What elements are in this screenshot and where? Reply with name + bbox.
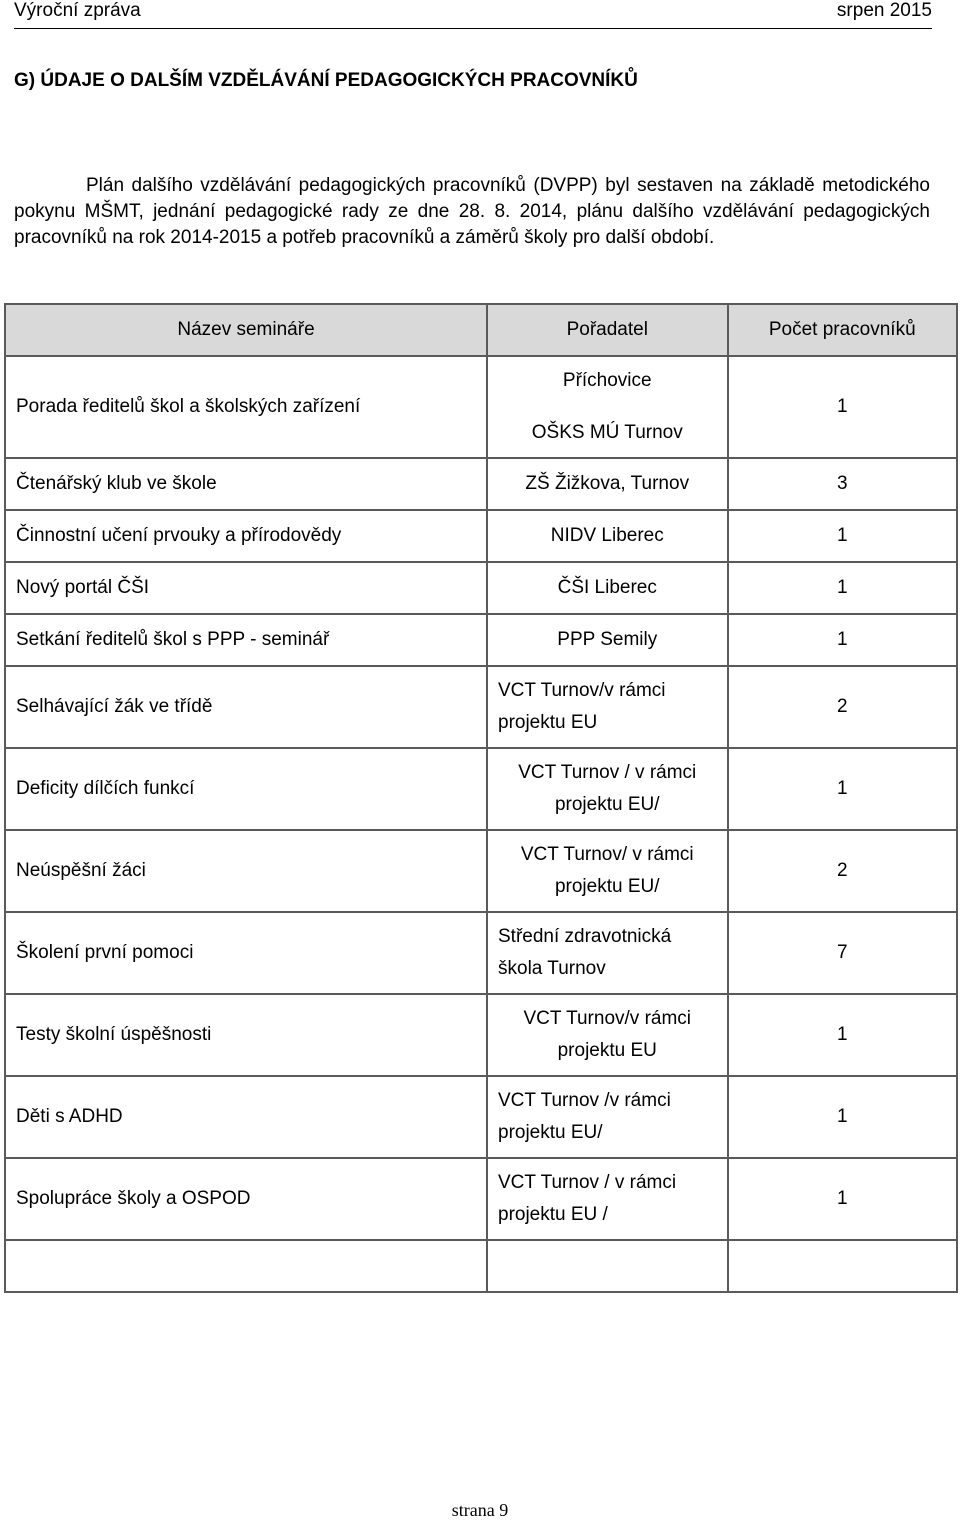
- table-row: [5, 666, 957, 748]
- seminar-organizer: [487, 1076, 728, 1158]
- participant-count: 1: [728, 1158, 958, 1240]
- participant-count: 7: [728, 912, 958, 994]
- empty-cell: [487, 1240, 728, 1292]
- table-row: [5, 748, 957, 830]
- page-number: strana 9: [451, 1500, 509, 1520]
- participant-count: 1: [728, 994, 958, 1076]
- table-row: [5, 562, 957, 614]
- seminar-organizer: [487, 912, 728, 994]
- seminar-name: Spolupráce školy a OSPOD: [5, 1158, 487, 1240]
- seminar-organizer: [487, 830, 728, 912]
- seminar-organizer: [487, 994, 728, 1076]
- document-title: Výroční zpráva: [14, 0, 141, 21]
- seminar-name: Školení první pomoci: [5, 912, 487, 994]
- organizer-line: projektu EU/: [554, 794, 660, 815]
- document-date: srpen 2015: [836, 0, 932, 21]
- seminar-name: Činnostní učení prvouky a přírodovědy: [5, 510, 487, 562]
- organizer-line: projektu EU: [557, 1040, 657, 1061]
- organizer-line: Střední zdravotnická: [498, 926, 672, 947]
- seminar-organizer: [487, 666, 728, 748]
- organizer-line: projektu EU: [498, 712, 598, 733]
- participant-count: 2: [728, 830, 958, 912]
- column-header-name: Název semináře: [5, 304, 487, 356]
- organizer-line: VCT Turnov / v rámci: [498, 1172, 677, 1193]
- intro-paragraph: [14, 173, 930, 251]
- table-row: [5, 912, 957, 994]
- seminar-name: Porada ředitelů škol a školských zařízení: [5, 356, 487, 458]
- seminar-name: Deficity dílčích funkcí: [5, 748, 487, 830]
- section-heading: G) ÚDAJE O DALŠÍM VZDĚLÁVÁNÍ PEDAGOGICKÝCH PRACOVNÍKŮ: [14, 70, 638, 91]
- table-row: [5, 458, 957, 510]
- organizer-line: VCT Turnov/v rámci: [523, 1008, 692, 1029]
- participant-count: 1: [728, 510, 958, 562]
- participant-count: 2: [728, 666, 958, 748]
- organizer-line: škola Turnov: [498, 958, 606, 979]
- organizer-line: VCT Turnov / v rámci: [518, 762, 697, 783]
- seminar-name: Neúspěšní žáci: [5, 830, 487, 912]
- seminar-name: Čtenářský klub ve škole: [5, 458, 487, 510]
- participant-count: 1: [728, 1076, 958, 1158]
- empty-cell: [728, 1240, 958, 1292]
- seminar-name: Nový portál ČŠI: [5, 562, 487, 614]
- participant-count: 1: [728, 562, 958, 614]
- organizer-line: projektu EU /: [498, 1204, 608, 1225]
- intro-paragraph-text: Plán dalšího vzdělávání pedagogických pracovníků (DVPP) byl sestaven na základě metodického pokynu MŠMT, jednání pedagogické rady ze dne 28. 8. 2014, plánu dalšího vzdělávání pedagogických pracovníků na rok 2014-2015 a potřeb pracovníků a záměrů školy pro další období.: [14, 175, 930, 248]
- table-header-row: [5, 304, 957, 356]
- table-row-empty: [5, 1240, 957, 1292]
- empty-cell: [5, 1240, 487, 1292]
- table-row: [5, 994, 957, 1076]
- organizer-line: projektu EU/: [554, 876, 660, 897]
- seminar-organizer: PPP Semily: [487, 614, 728, 666]
- organizer-line: VCT Turnov/v rámci: [498, 680, 666, 701]
- participant-count: 1: [728, 748, 958, 830]
- seminar-organizer: [487, 356, 728, 458]
- table-row: [5, 614, 957, 666]
- seminar-name: Setkání ředitelů škol s PPP - seminář: [5, 614, 487, 666]
- seminar-name: Děti s ADHD: [5, 1076, 487, 1158]
- table-row: [5, 1076, 957, 1158]
- table-row: [5, 510, 957, 562]
- organizer-line: VCT Turnov /v rámci: [498, 1090, 671, 1111]
- organizer-line: OŠKS MÚ Turnov: [531, 422, 683, 443]
- table-row: [5, 830, 957, 912]
- seminar-organizer: NIDV Liberec: [487, 510, 728, 562]
- organizer-line: Příchovice: [562, 370, 652, 391]
- participant-count: 1: [728, 614, 958, 666]
- page-header: [14, 0, 932, 29]
- column-header-organizer: Pořadatel: [487, 304, 728, 356]
- participant-count: 1: [728, 356, 958, 458]
- seminar-organizer: [487, 1158, 728, 1240]
- organizer-line: projektu EU/: [498, 1122, 603, 1143]
- organizer-line: VCT Turnov/ v rámci: [520, 844, 694, 865]
- participant-count: 3: [728, 458, 958, 510]
- table-row: [5, 1158, 957, 1240]
- seminar-name: Selhávající žák ve třídě: [5, 666, 487, 748]
- seminar-organizer: ZŠ Žižkova, Turnov: [487, 458, 728, 510]
- column-header-count: Počet pracovníků: [728, 304, 958, 356]
- seminar-name: Testy školní úspěšnosti: [5, 994, 487, 1076]
- seminar-organizer: ČŠI Liberec: [487, 562, 728, 614]
- table-row: [5, 356, 957, 458]
- seminars-table: [4, 303, 958, 1293]
- seminar-organizer: [487, 748, 728, 830]
